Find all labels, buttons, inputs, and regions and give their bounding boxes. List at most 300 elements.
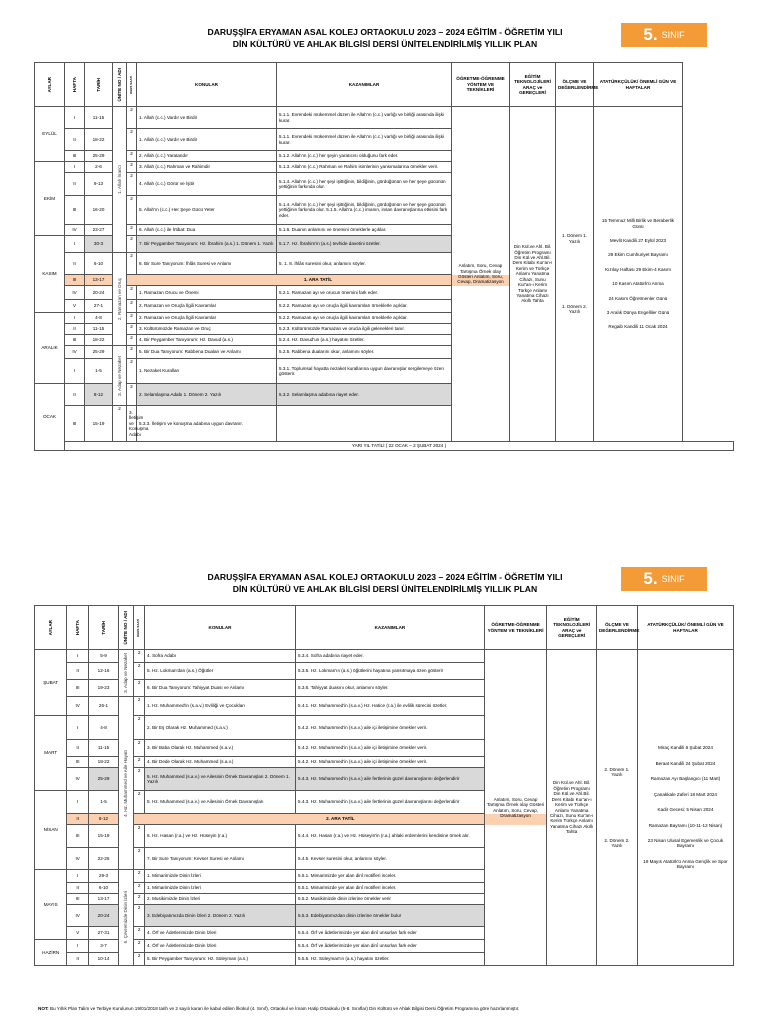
arac-header-text: EĞİTİM TEKNOLOJİLERİ ARAÇ ve GEREÇLERİ <box>514 73 551 95</box>
kazanimlar-header <box>296 606 485 650</box>
saat-cell: 2 <box>134 848 145 870</box>
hafta-cell: III <box>67 894 89 905</box>
hafta-cell: III <box>65 275 85 286</box>
konu-cell: 4. Allah (c.c.) Görür ve İşitir <box>137 173 277 196</box>
konu-cell: 7. Bir Sure Tanıyorum: Kevser Suresi ve Anlamı <box>145 848 296 870</box>
tarih-cell: 8-12 <box>85 384 113 406</box>
olcme-cell <box>596 650 637 966</box>
unit-label: 4. Hz. Muhammed ve Aile Hayatı <box>123 749 129 817</box>
hafta-cell: I <box>67 650 89 663</box>
month-label: HAZİRN <box>42 949 60 955</box>
hafta-cell: III <box>67 680 89 697</box>
konu-cell: 1. Hz. Muhammed'in (s.a.v.) Evliliği ve Çocukları <box>145 697 296 716</box>
saat-cell: 2 <box>134 905 145 927</box>
saat-cell: 2 <box>127 384 137 406</box>
kazanim-cell: 5.5.4. Örf ve âdetlerimizde yer alan dinî unsurları fark eder <box>296 927 485 940</box>
saat-cell: 2 <box>134 791 145 814</box>
tarih-cell: 15-19 <box>88 825 118 848</box>
kazanim-cell: 5.1.1. Evrendeki mükemmel düzen ile Allah'ın (c.c.) varlığı ve birliği arasında ilişki kurar. <box>277 129 452 151</box>
tarih-cell: 12-16 <box>88 663 118 680</box>
konu-cell: 1. Allah (c.c.) Vardır ve Birdir <box>137 129 277 151</box>
unit-label: 2. Ramazan ve Oruç <box>116 277 122 321</box>
tarih-cell: 1-5 <box>85 359 113 384</box>
gunler-cell-item: 3 Aralık Dünya Engelliler Günü <box>606 310 670 316</box>
title-line-2: DİN KÜLTÜRÜ VE AHLAK BİLGİSİ DERSİ ÜNİTELENDİRİLMİŞ YILLIK PLAN <box>232 39 538 49</box>
gunler-cell-item: 15 Temmuz Milli Birlik ve Beraberlik Günü <box>601 218 675 229</box>
kazanim-cell: 5.4.2. Hz. Muhammed'in (s.a.v.) aile içi iletişimine örnekler verir. <box>296 716 485 740</box>
konu-cell: 3. İletişim ve Konuşma Adabı <box>127 406 137 442</box>
tarih-cell: 10-14 <box>88 953 118 966</box>
hafta-cell: I <box>65 359 85 384</box>
unit-cell <box>113 253 127 346</box>
arac-header <box>510 63 556 107</box>
konu-cell: 5. Bir Dua Tanıyorum: Rabbena Duaları ve Anlamı <box>137 346 277 359</box>
tarih-cell: 23-27 <box>85 225 113 236</box>
saat-cell: 2 <box>134 825 145 848</box>
olcme-cell-item: 2. Dönem 1. Yazılı <box>604 766 630 778</box>
kazanim-cell: 5.3.2. Selamlaşma adabına riayet eder. <box>277 384 452 406</box>
unit-label: 1. Allah İnancı <box>116 165 122 194</box>
tarih-cell: 29-3 <box>88 870 118 883</box>
hafta-cell: IV <box>65 225 85 236</box>
hafta-cell: IV <box>67 905 89 927</box>
gunler-cell-item: Ramazan Bayramı (10-11-12 Nisan) <box>648 822 723 828</box>
yontem-header <box>484 606 547 650</box>
konu-cell: 2. Ramazan ve Oruçla İlgili Kavramlar <box>137 300 277 313</box>
saat-cell: 2 <box>127 286 137 300</box>
month-label: OCAK <box>42 414 57 420</box>
kazanim-cell: 5.4.3. Hz. Muhammed'in (s.a.v.) aile fertlerinin güzel davranışlarını değerlendirir <box>296 791 485 814</box>
hafta-cell: I <box>65 162 85 173</box>
month-cell <box>35 650 67 716</box>
page-title <box>150 26 620 50</box>
konu-cell: 4. Bir Peygamber Tanıyorum: Hz. Davud (a.s.) <box>137 335 277 346</box>
month-cell <box>35 107 65 162</box>
tarih-cell: 4-8 <box>88 716 118 740</box>
konu-cell: 1. Nezaket Kuralları <box>137 359 277 384</box>
unite-header <box>113 63 127 107</box>
aylar-header <box>35 63 65 107</box>
saat-cell: 2 <box>134 870 145 883</box>
arac-cell-text: Din Kül.ve Ahl. Bil. Öğretim Programı Din Kül.ve Ahl.Bil. Ders Kitabı Kur'an-ı Kerim ve Türkçe Anlamı Yanatma Cihazı, Sunu Kur'an-ı Kerim Türkçe Anlamı Yanatma Cihazı Akıllı Tahta <box>512 244 553 304</box>
hafta-cell: IV <box>65 346 85 359</box>
tarih-header <box>88 606 118 650</box>
kazanim-cell: 5.4.2. Hz. Muhammed'in (s.a.v.) aile içi iletişimine örnekler verir. <box>296 757 485 768</box>
konu-cell: 7. Bir Peygamber Tanıyorum: Hz. İbrahim (a.s.) 1. Dönem 1. Yazılı <box>137 236 277 253</box>
saat-cell: 2 <box>134 927 145 940</box>
tarih-cell: 25-29 <box>88 768 118 791</box>
kazanim-cell: 5.5.1. Mimarimizde yer alan dinî motifleri inceler. <box>296 870 485 883</box>
kazanim-cell: 5.3.5. Hz. Lokman'ın (a.s.) öğütlerini hayatına yansıtmaya özen gösterir <box>296 663 485 680</box>
kazanim-cell: 5.1.3. Allah'ın (c.c.) Rahman ve Rahim isimlerinin yansımalarına örnekler verir. <box>277 162 452 173</box>
tarih-cell: 6-10 <box>85 253 113 275</box>
saat-header <box>127 63 137 107</box>
gunler-cell-item: Kızılay Haftası 29 Ekim-4 Kasım <box>605 266 671 272</box>
saat-cell: 2 <box>127 225 137 236</box>
table-row <box>35 650 734 663</box>
hafta-cell: III <box>65 335 85 346</box>
kazanimlar-header <box>277 63 452 107</box>
aylar-header <box>35 606 67 650</box>
kazanim-cell: 5.3.3. İletişim ve konuşma adabına uygun davranır. <box>137 406 277 442</box>
gunler-cell-item: Beraat Kandili 24 Şubat 2024 <box>655 760 716 766</box>
kazanim-cell: 5.1.6. Duanın anlamını ve önemini örneklerle açıklar. <box>277 225 452 236</box>
tarih-cell: 11-15 <box>88 740 118 757</box>
month-label: ARALIK <box>41 345 58 351</box>
arac-header <box>547 606 597 650</box>
kazanim-cell: 5.4.2. Hz. Muhammed'in (s.a.v.) aile içi iletişimine örnekler verir. <box>296 740 485 757</box>
hafta-cell: IV <box>67 768 89 791</box>
saat-cell: 2 <box>127 300 137 313</box>
hafta-cell: III <box>65 151 85 162</box>
tarih-cell: 4-8 <box>85 313 113 324</box>
aylar-header-text: AYLAR <box>47 619 53 636</box>
hafta-cell: I <box>67 940 89 953</box>
hafta-cell: II <box>65 384 85 406</box>
hafta-cell: V <box>65 300 85 313</box>
saat-cell: 2 <box>134 716 145 740</box>
tarih-cell: 8-12 <box>88 814 118 825</box>
saat-cell: 2 <box>134 953 145 966</box>
olcme-cell-item: 1. Dönem 2. Yazılı <box>561 304 588 315</box>
konu-cell: 2. Selamlaşma Adabı 1. Dönem 2. Yazılı <box>137 384 277 406</box>
tarih-cell: 27-1 <box>85 300 113 313</box>
hafta-header <box>67 606 89 650</box>
hafta-header-text: HAFTA <box>71 76 77 93</box>
hafta-cell: I <box>65 107 85 129</box>
konu-cell: 5. Hz. Muhammed (s.a.v.) ve Ailesinin Örnek Davranışları 2. Dönem 1. Yazılı <box>145 768 296 791</box>
konu-cell: 2. Allah (c.c.) Yaratandır <box>137 151 277 162</box>
konular-header-text: KONULAR <box>195 81 218 87</box>
hafta-cell: II <box>65 324 85 335</box>
kazanim-cell: 5.2.4. Hz. Davud'un (a.s.) hayatını özetler. <box>277 335 452 346</box>
grade-badge <box>621 23 707 47</box>
saat-cell: 2 <box>127 162 137 173</box>
hafta-cell: IV <box>67 848 89 870</box>
hafta-header <box>65 63 85 107</box>
arac-cell-text: Din Kül.ve Ahl. Bil. Öğretim Programı Din Kül.ve Ahl.Bil. Ders Kitabı Kur'an-ı Kerim ve Türkçe Anlamı Yanatma Cihazı, Sunu Kur'an-ı Kerim Türkçe Anlamı Yanatma Cihazı Akıllı Tahta <box>549 780 594 835</box>
arac-cell <box>510 107 556 442</box>
saat-cell: 2 <box>127 107 137 129</box>
kazanimlar-header-text: KAZANIMLAR <box>348 81 380 87</box>
page-title <box>150 571 620 595</box>
month-cell <box>35 791 67 870</box>
month-cell <box>35 384 65 451</box>
saat-cell: 2 <box>134 680 145 697</box>
grade-label: SINIF <box>661 30 685 40</box>
kazanim-cell: 5.5.3. Edebiyatımızdan dinin izlerine örnekler bulur <box>296 905 485 927</box>
tarih-cell: 13-17 <box>85 275 113 286</box>
tarih-cell: 25-29 <box>85 346 113 359</box>
hafta-cell: III <box>65 196 85 225</box>
hafta-cell: II <box>67 663 89 680</box>
gunler-cell-item: Kadir Gecesi: 5 Nisan 2024 <box>657 807 714 813</box>
konu-cell: 1. Mimarimizde Dinin İzleri <box>145 883 296 894</box>
saat-cell: 2 <box>134 740 145 757</box>
grade-number: 5. <box>643 25 658 44</box>
kazanim-cell: 5.4.3. Hz. Muhammed'in (s.a.v.) aile fertlerinin güzel davranışlarını değerlendirir <box>296 768 485 791</box>
tarih-cell: 25-29 <box>85 151 113 162</box>
saat-cell: 2 <box>134 757 145 768</box>
gunler-cell-item: Mevlit Kandili 27 Eylül 2023 <box>609 237 667 243</box>
tarih-cell: 30-3 <box>85 236 113 253</box>
yontem-header <box>452 63 510 107</box>
hafta-cell: II <box>67 953 89 966</box>
yariyil-tatil-row: YARI YIL TATİLİ ( 22 OCAK – 2 ŞUBAT 2024 ) <box>65 442 734 451</box>
konu-cell: 6. Hz. Hasan (r.a.) ve Hz. Hüseyin (r.a.) <box>145 825 296 848</box>
kazanim-cell: 5.3.4. Sofra adabına riayet eder. <box>296 650 485 663</box>
yontem-cell <box>484 650 547 966</box>
konu-cell: 8. Bir Sure Tanıyorum: İhlâs Suresi ve Anlamı <box>137 253 277 275</box>
konular-header <box>137 63 277 107</box>
hafta-cell: I <box>67 870 89 883</box>
kazanim-cell: 5.5.4. Örf ve âdetlerimizde yer alan dinî unsurları fark eder <box>296 940 485 953</box>
kazanim-cell: 5.3.1. Toplumsal hayatta nezaket kurallarına uygun davranışlar sergilemeye özen gösterir. <box>277 359 452 384</box>
ara-tatil-label: 2. ARA TATİL <box>326 816 355 822</box>
kazanim-cell: 5.3.6. Tahiyyat duasını okur, anlamını söyler. <box>296 680 485 697</box>
note-label: NOT: <box>38 1006 49 1011</box>
konu-cell: 6. Allah (c.c.) ile İrtibat: Dua <box>137 225 277 236</box>
note-text: Bu Yıllık Plan Talim ve Terbiye Kurulunun 19/01/2018 tarih ve 2 sayılı kararı ile kabul edilen İlkokul (4. Sınıf), Ortaokul ve İmam Hatip Ortaokulu (5-8. Sınıflar) Din Kültürü ve Ahlak Bilgisi Dersi Öğretim Programına göre hazırlanmıştır. <box>50 1006 520 1011</box>
konu-cell: 5. Bir Peygamber Tanıyorum: Hz. Süleyman (a.s.) <box>145 953 296 966</box>
konu-cell: 3. Allah (c.c.) Rahman ve Rahimdir <box>137 162 277 173</box>
konu-cell: 2. Ramazan ve Oruçla İlgili Kavramlar <box>137 313 277 324</box>
saat-cell: 2 <box>127 151 137 162</box>
month-label: KASIM <box>42 271 57 277</box>
olcme-header <box>556 63 599 107</box>
tarih-cell: 19-23 <box>88 680 118 697</box>
hafta-header-text: HAFTA <box>74 619 80 636</box>
gunler-cell <box>637 650 733 966</box>
hafta-cell: I <box>65 313 85 324</box>
konu-cell: 1. Ramazan Orucu ve Önemi <box>137 286 277 300</box>
tarih-cell: 13-17 <box>88 894 118 905</box>
gunler-cell-item: Ramazan Ayı Başlangıcı (11 Mart) <box>650 776 721 782</box>
konu-cell: 1. Allah (c.c.) Vardır ve Birdir <box>137 107 277 129</box>
kazanim-cell: 5.1.4. Allah'ın (c.c.) her şeyi işittiğinin, bildiğinin, gördüğünün ve her şeye gücünün yettiğinin farkında olur. 5.1.5. Allah'a (c.c.) imanın, insan davranışlarına etkisini fark eder. <box>277 196 452 225</box>
hafta-cell: IV <box>65 286 85 300</box>
month-label: MART <box>44 750 58 756</box>
saat-header-text: DERS SAATİ <box>129 75 133 94</box>
yontem-cell-text: Anlatım, Soru, Cevap Tartışma Örnek olay Gösteri Anlatım, Soru, Cevap, Dramatizasyon <box>457 263 504 285</box>
saat-cell: 2 <box>127 129 137 151</box>
konu-cell: 4. Sofra Adabı <box>145 650 296 663</box>
tarih-cell: 1-5 <box>88 791 118 814</box>
hafta-cell: IV <box>67 697 89 716</box>
month-label: MAYIS <box>43 901 58 907</box>
kazanim-cell: 5.1.2. Allah'ın (c.c.) her şeyin yaratıcısı olduğunu fark eder. <box>277 151 452 162</box>
tarih-cell: 18-22 <box>85 335 113 346</box>
olcme-cell-item: 2. Dönem 2. Yazılı <box>604 837 630 848</box>
konu-cell: 3. Kültürümüzde Ramazan ve Oruç <box>137 324 277 335</box>
saat-header-text: DERS SAATİ <box>136 618 141 637</box>
kazanimlar-header-text: KAZANIMLAR <box>374 624 406 630</box>
saat-cell: 2 <box>113 406 127 442</box>
gunler-cell <box>594 107 683 442</box>
olcme-cell-item: 1. Dönem 1. Yazılı <box>561 233 588 244</box>
tarih-cell: 27-31 <box>88 927 118 940</box>
saat-cell: 2 <box>127 236 137 253</box>
gunler-cell-item: 10 Kasım Atatürk'ü Anma <box>612 281 664 287</box>
olcme-header <box>596 606 640 650</box>
tarih-cell: 20-24 <box>85 286 113 300</box>
yontem-header-text: ÖĞRETME-ÖĞRENME YÖNTEM VE TEKNİKLERİ <box>487 622 544 633</box>
tarih-header <box>85 63 113 107</box>
olcme-cell <box>556 107 594 442</box>
kazanim-cell: 5.1.4. Allah'ın (c.c.) her şeyi işittiğinin, bildiğinin, gördüğünün ve her şeye gücünün yettiğinin farkında olur. <box>277 173 452 196</box>
saat-cell: 2 <box>127 253 137 275</box>
olcme-header-text: ÖLÇME VE DEĞERLENDİRME <box>558 79 599 90</box>
tarih-cell: 9-13 <box>85 173 113 196</box>
hafta-cell: III <box>67 757 89 768</box>
saat-cell: 2 <box>134 940 145 953</box>
title-line-2: DİN KÜLTÜRÜ VE AHLAK BİLGİSİ DERSİ ÜNİTELENDİRİLMİŞ YILLIK PLAN <box>232 584 538 594</box>
hafta-cell: II <box>67 883 89 894</box>
hafta-cell: II <box>65 253 85 275</box>
konu-cell: 1. Mimarimizde Dinin İzleri <box>145 870 296 883</box>
unit-cell <box>119 650 134 697</box>
hafta-cell: II <box>65 129 85 151</box>
gunler-cell-item: 23 Nisan Ulusal Egemenlik ve Çocuk Bayramı <box>647 837 724 849</box>
saat-cell: 2 <box>127 324 137 335</box>
tarih-header-text: TARİH <box>100 620 106 635</box>
kazanim-cell: 5.4.4. Hz. Hasan (r.a.) ve Hz. Hüseyin'in (r.a.) ahlaki erdemlerini kendisine örnek alır. <box>296 825 485 848</box>
unit-cell <box>113 346 127 406</box>
tarih-cell: 16-20 <box>85 196 113 225</box>
unit-label: 5. Çevremizde Dinin İzleri <box>123 891 129 944</box>
hafta-cell: III <box>67 825 89 848</box>
tarih-cell: 20-24 <box>88 905 118 927</box>
gunler-cell-item: 29 Ekim Cumhuriyet Bayramı <box>608 252 668 258</box>
month-cell <box>35 940 67 966</box>
plan-table-1 <box>34 62 734 451</box>
hafta-cell: I <box>67 791 89 814</box>
tarih-cell: 6-10 <box>88 883 118 894</box>
unit-label: 3. Adap ve Nezaket <box>123 653 129 693</box>
month-cell <box>35 162 65 236</box>
kazanim-cell: 5.2.3. Kültürümüzde Ramazan ve orucla ilgili gelenekleri tanır. <box>277 324 452 335</box>
month-cell <box>35 716 67 791</box>
arac-header-text: EĞİTİM TEKNOLOJİLERİ ARAÇ ve GEREÇLERİ <box>553 616 591 638</box>
tarih-cell: 26-1 <box>88 697 118 716</box>
gunler-cell-item: Regaib Kandili 11 Ocak 2024 <box>608 324 668 330</box>
konu-cell: 5. Allah'ın (c.c.) Her Şeye Gücü Yeter <box>137 196 277 225</box>
tarih-cell: 11-15 <box>85 324 113 335</box>
tarih-cell: 15-19 <box>85 406 113 442</box>
title-line-1: DARUŞŞİFA ERYAMAN ASAL KOLEJ ORTAOKULU 2023 – 2024 EĞİTİM - ÖĞRETİM YILI <box>207 27 563 37</box>
saat-cell: 2 <box>134 650 145 663</box>
konu-cell: 2. Bir Eş Olarak Hz. Muhammed (s.a.v.) <box>145 716 296 740</box>
konular-header-text: KONULAR <box>208 624 232 630</box>
tarih-cell: 2-6 <box>85 162 113 173</box>
saat-cell: 2 <box>134 894 145 905</box>
yontem-cell <box>452 107 510 442</box>
ara-tatil-row <box>127 275 510 286</box>
unit-cell <box>119 697 134 870</box>
saat-cell: 2 <box>127 196 137 225</box>
ara-tatil-row <box>134 814 547 825</box>
tarih-cell: 22-26 <box>88 848 118 870</box>
saat-cell: 2 <box>127 335 137 346</box>
plan-table-2 <box>34 605 734 966</box>
kazanim-cell: 5. 1. 8. İhlâs suresini okur, anlamını söyler. <box>277 253 452 275</box>
saat-cell: 2 <box>134 697 145 716</box>
tarih-cell: 3-7 <box>88 940 118 953</box>
month-label: EKİM <box>43 195 56 201</box>
konu-cell: 2. Musikimizde Dinin İzleri <box>145 894 296 905</box>
grade-label: SINIF <box>661 574 685 584</box>
gunler-header <box>637 606 733 650</box>
yontem-cell-text: Anlatım, Soru, Cevap Tartışma Örnek olay Gösteri Anlatım, Soru, Cevap, Dramatizasyon <box>486 796 545 818</box>
tarih-cell: 5-9 <box>88 650 118 663</box>
unite-header-text: ÜNİTE NO / ADI <box>123 610 129 645</box>
kazanim-cell: 5.5.2. Musikimizde dinin izlerine örnekler verir <box>296 894 485 905</box>
gunler-cell-item: 19 Mayıs Atatürk'ü Anma Gençlik ve Spor Bayramı <box>643 858 728 870</box>
ara-tatil-label: 1. ARA TATİL <box>303 277 333 283</box>
tarih-cell: 18-22 <box>88 757 118 768</box>
month-cell <box>35 313 65 384</box>
aylar-header-text: AYLAR <box>46 76 52 93</box>
month-label: NİSAN <box>43 827 58 833</box>
month-label: EYLÜL <box>42 131 57 137</box>
konu-cell: 4. Örf ve Âdetlerimizde Dinin İzleri <box>145 940 296 953</box>
yontem-header-text: ÖĞRETME-ÖĞRENME YÖNTEM VE TEKNİKLERİ <box>456 76 505 93</box>
konu-cell: 5. Hz. Muhammed (s.a.v.) ve Ailesinin Örnek Davranışları <box>145 791 296 814</box>
footer-note <box>38 1006 519 1011</box>
saat-header <box>134 606 145 650</box>
saat-cell: 2 <box>134 768 145 791</box>
tarih-header-text: TARİH <box>95 77 101 92</box>
gunler-cell-item: Miraç Kandili 6 Şubat 2024 <box>658 745 713 751</box>
konu-cell: 5. Hz. Lokman'dan (a.s.) Öğütler <box>145 663 296 680</box>
kazanim-cell: 5.2.1. Ramazan ayı ve orucun önemini fark eder. <box>277 286 452 300</box>
month-label: ŞUBAT <box>43 679 59 685</box>
kazanim-cell: 5.2.2. Ramazan ayı ve oruçla ilgili kavramları örneklerle açıklar. <box>277 313 452 324</box>
konu-cell: 3. Edebiyatımızda Dinin İzleri 2. Dönem 2. Yazılı <box>145 905 296 927</box>
unit-cell <box>113 107 127 253</box>
grade-badge <box>621 567 707 591</box>
unite-header <box>119 606 134 650</box>
gunler-cell-item: 24 Kasım Öğretmenler Günü <box>608 295 668 301</box>
konu-cell: 6. Bir Dua Tanıyorum: Tahiyyat Duası ve Anlamı <box>145 680 296 697</box>
saat-cell: 2 <box>127 346 137 359</box>
konu-cell: 3. Bir Baba Olarak Hz. Muhammed (s.a.v.) <box>145 740 296 757</box>
saat-cell: 2 <box>127 173 137 196</box>
table-row <box>35 107 734 129</box>
saat-cell: 2 <box>134 883 145 894</box>
hafta-cell: I <box>65 236 85 253</box>
kazanim-cell: 5.2.2. Ramazan ayı ve oruçla ilgili kavramları örneklerle açıklar. <box>277 300 452 313</box>
grade-number: 5. <box>643 569 658 588</box>
tarih-cell: 11-15 <box>85 107 113 129</box>
gunler-cell-item: Çanakkale Zaferi 18 Mart 2024 <box>653 791 717 797</box>
gunler-header-text: ATATÜRKÇÜLÜK/ ÖNEMLİ GÜN VE HAFTALAR <box>647 622 724 633</box>
kazanim-cell: 5.2.5. Rabbena dualarını okur, anlamını söyler. <box>277 346 452 359</box>
kazanim-cell: 5.4.5. Kevser suresini okur, anlamını söyler. <box>296 848 485 870</box>
month-cell <box>35 236 65 313</box>
month-cell <box>35 870 67 940</box>
unit-cell <box>119 870 134 966</box>
olcme-header-text: ÖLÇME VE DEĞERLENDİRME <box>598 622 640 633</box>
konular-header <box>145 606 296 650</box>
arac-cell <box>547 650 597 966</box>
kazanim-cell: 5.1.7. Hz. İbrahim'in (a.s.) tevhide davetini özetler. <box>277 236 452 253</box>
kazanim-cell: 5.5.1. Mimarimizde yer alan dinî motifleri inceler. <box>296 883 485 894</box>
gunler-header-text: ATATÜRKÇÜLÜK/ ÖNEMLİ GÜN VE HAFTALAR <box>599 79 677 90</box>
kazanim-cell: 5.1.1. Evrendeki mükemmel düzen ile Allah'ın (c.c.) varlığı ve birliği arasında ilişki kurar. <box>277 107 452 129</box>
kazanim-cell: 5.5.5. Hz. Süleyman'ın (a.s.) hayatını özetler. <box>296 953 485 966</box>
hafta-cell: II <box>67 740 89 757</box>
